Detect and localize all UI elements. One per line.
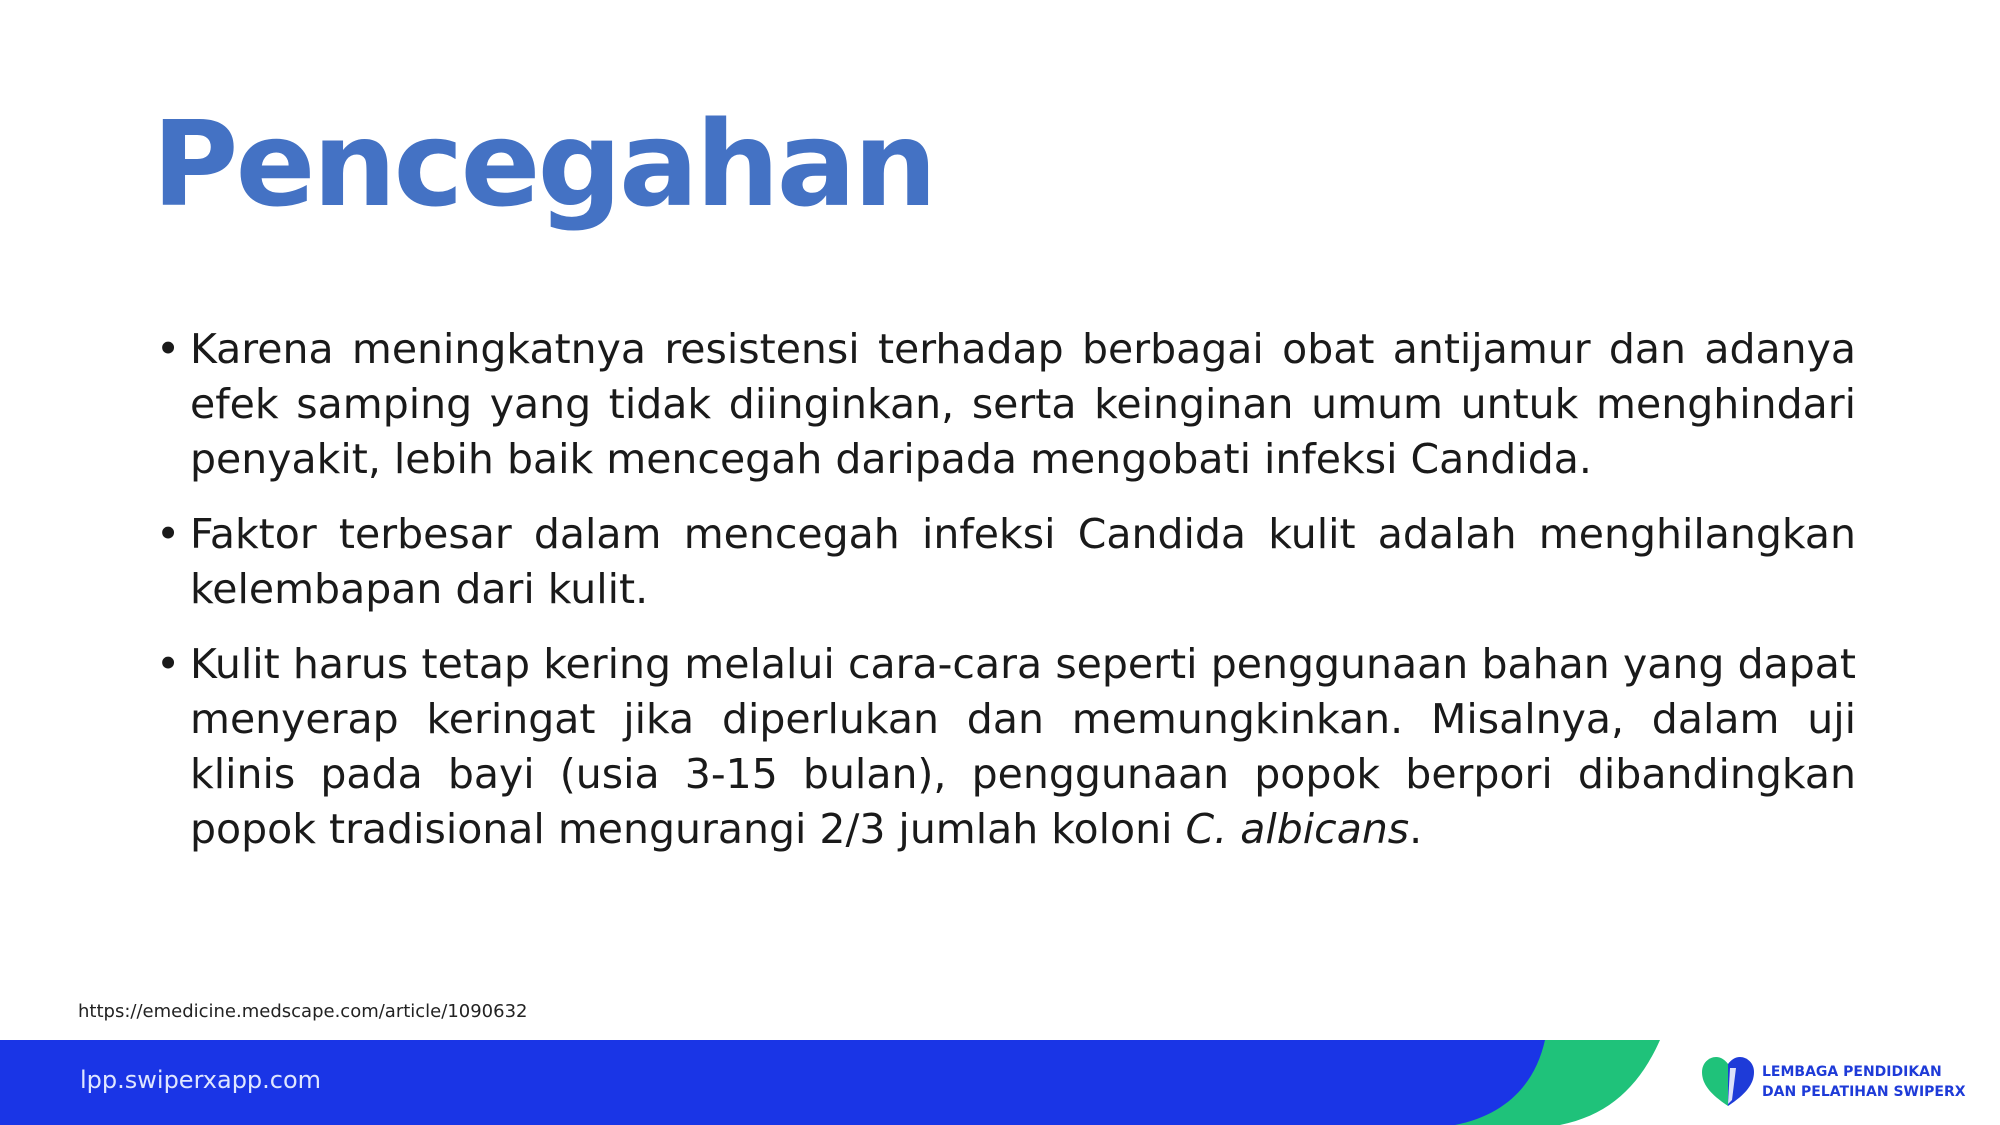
- logo-line-1: LEMBAGA PENDIDIKAN: [1762, 1064, 1942, 1080]
- footer-url: lpp.swiperxapp.com: [80, 1066, 322, 1094]
- bullet-item: [156, 322, 1856, 487]
- bullet-item: [156, 637, 1856, 857]
- bullet-dot: •: [156, 325, 181, 373]
- company-logo: [1700, 1054, 1980, 1110]
- bullet-dot: •: [156, 510, 181, 558]
- bullet-dot: •: [156, 640, 181, 688]
- logo-line-2: DAN PELATIHAN SWIPERX: [1762, 1084, 1966, 1100]
- species-name: C. albicans: [1185, 805, 1410, 853]
- source-citation: https://emedicine.medscape.com/article/1090632: [78, 1001, 528, 1022]
- heart-shield-icon: [1700, 1054, 1756, 1110]
- bullet-text: Faktor terbesar dalam mencegah infeksi Candida kulit adalah menghilangkan kelembapan dari kulit.: [190, 510, 1856, 613]
- bullet-text: Kulit harus tetap kering melalui cara-cara seperti penggunaan bahan yang dapat menyerap keringat jika diperlukan dan memungkinkan. Misalnya, dalam uji klinis pada bayi (usia 3-15 bulan), penggunaan popok berpori dibandingkan popok tradisional mengurangi 2/3 jumlah koloni: [190, 640, 1856, 853]
- bullet-item: [156, 507, 1856, 617]
- page-title: Pencegahan: [152, 95, 935, 233]
- bullet-text: Karena meningkatnya resistensi terhadap berbagai obat antijamur dan adanya efek samping yang tidak diinginkan, serta keinginan umum untuk menghindari penyakit, lebih baik mencegah daripada mengobati infeksi Candida.: [190, 325, 1856, 483]
- bullet-list: [156, 322, 1856, 877]
- bullet-text-end: .: [1409, 805, 1423, 853]
